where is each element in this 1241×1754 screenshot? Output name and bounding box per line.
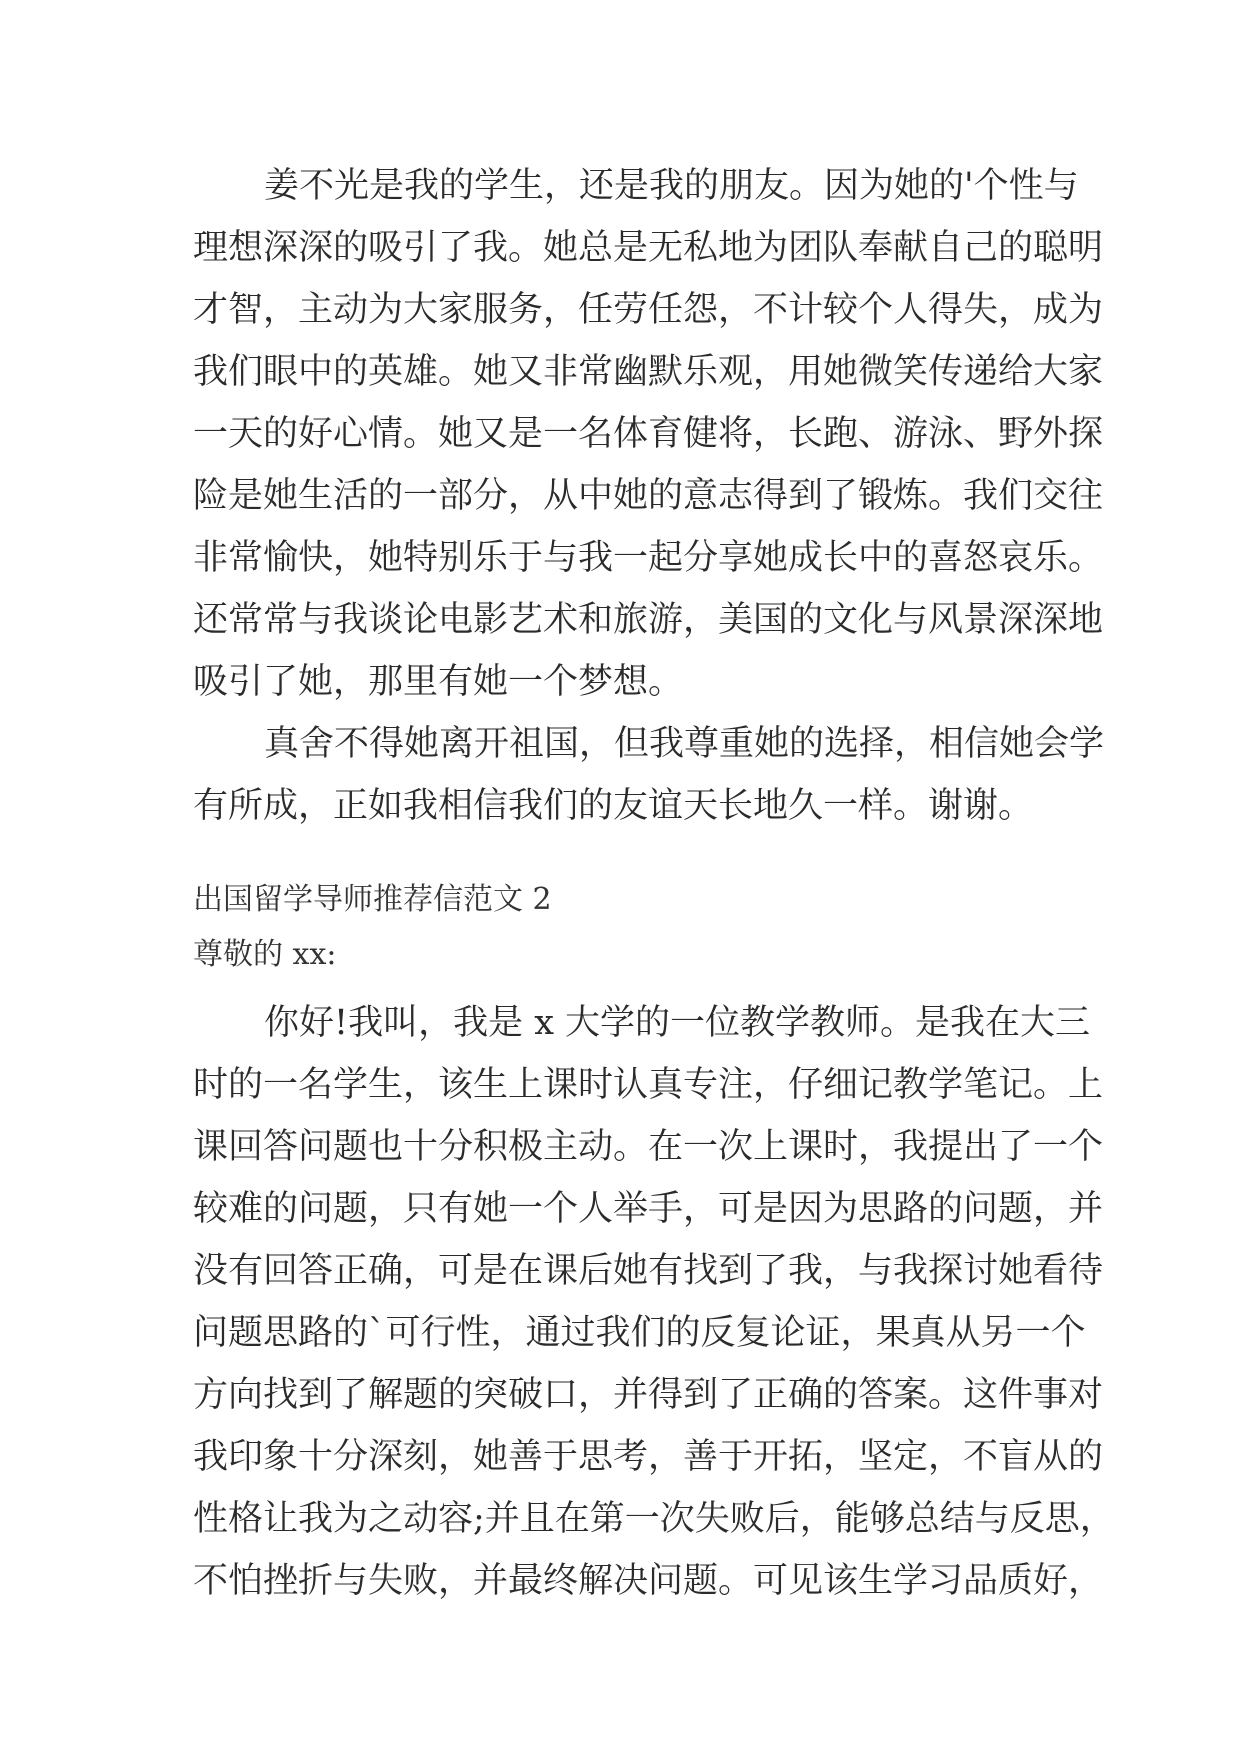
paragraph-line: 理想深深的吸引了我。她总是无私地为团队奉献自己的聪明 (193, 228, 1104, 268)
paragraph-line: 姜不光是我的学生，还是我的朋友。因为她的'个性与 (264, 166, 1079, 206)
paragraph-line: 课回答问题也十分积极主动。在一次上课时，我提出了一个 (193, 1127, 1104, 1167)
section-title: 出国留学导师推荐信范文 2 (193, 882, 552, 917)
paragraph-line: 你好!我叫，我是 x 大学的一位教学教师。是我在大三 (264, 1003, 1091, 1043)
paragraph-line: 还常常与我谈论电影艺术和旅游，美国的文化与风景深深地 (193, 600, 1104, 640)
paragraph-line: 吸引了她，那里有她一个梦想。 (193, 662, 684, 702)
paragraph-line: 性格让我为之动容;并且在第一次失败后，能够总结与反思， (193, 1499, 1115, 1539)
paragraph-line: 不怕挫折与失败，并最终解决问题。可见该生学习品质好， (193, 1561, 1104, 1601)
paragraph-line: 非常愉快，她特别乐于与我一起分享她成长中的喜怒哀乐。 (193, 538, 1104, 578)
paragraph-line: 没有回答正确，可是在课后她有找到了我，与我探讨她看待 (193, 1251, 1104, 1291)
paragraph-line: 问题思路的`可行性，通过我们的反复论证，果真从另一个 (193, 1313, 1086, 1353)
paragraph-line: 真舍不得她离开祖国，但我尊重她的选择，相信她会学 (264, 724, 1105, 764)
paragraph-line: 时的一名学生，该生上课时认真专注，仔细记教学笔记。上 (193, 1065, 1104, 1105)
paragraph-line: 较难的问题，只有她一个人举手，可是因为思路的问题，并 (193, 1189, 1104, 1229)
paragraph-line: 方向找到了解题的突破口，并得到了正确的答案。这件事对 (193, 1375, 1104, 1415)
paragraph-line: 有所成，正如我相信我们的友谊天长地久一样。谢谢。 (193, 786, 1034, 826)
paragraph-line: 我印象十分深刻，她善于思考，善于开拓，坚定，不盲从的 (193, 1437, 1104, 1477)
paragraph-line: 一天的好心情。她又是一名体育健将，长跑、游泳、野外探 (193, 414, 1104, 454)
paragraph-line: 才智，主动为大家服务，任劳任怨，不计较个人得失，成为 (193, 290, 1104, 330)
salutation: 尊敬的 xx: (193, 937, 337, 972)
paragraph-line: 险是她生活的一部分，从中她的意志得到了锻炼。我们交往 (193, 476, 1104, 516)
paragraph-line: 我们眼中的英雄。她又非常幽默乐观，用她微笑传递给大家 (193, 352, 1104, 392)
